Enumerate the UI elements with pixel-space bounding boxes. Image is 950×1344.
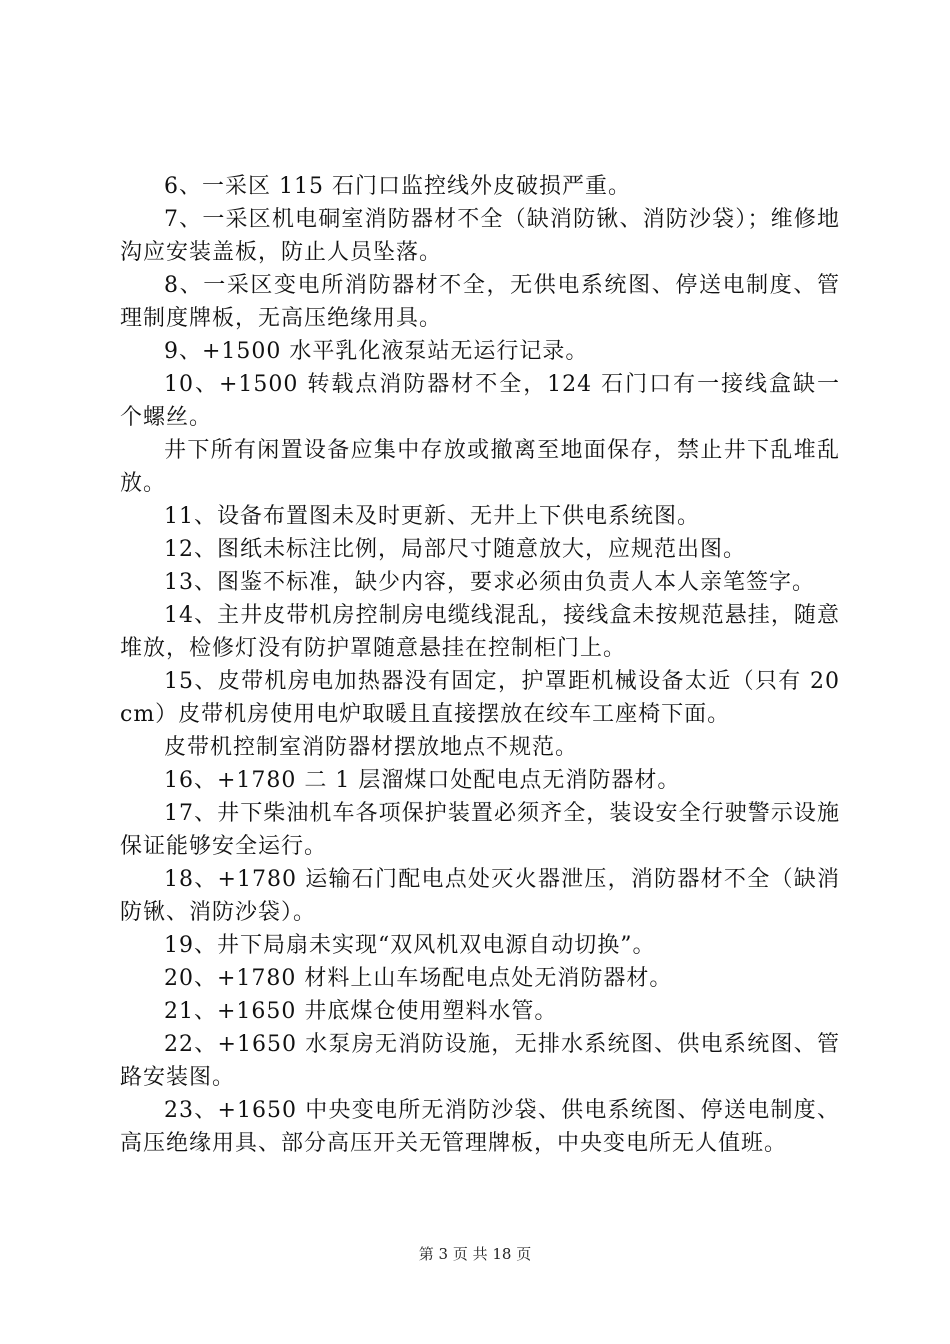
paragraph-item-18: 18、+1780 运输石门配电点处灭火器泄压，消防器材不全（缺消防锹、消防沙袋）。	[120, 867, 840, 925]
paragraph-item-20: 20、+1780 材料上山车场配电点处无消防器材。	[164, 966, 673, 991]
paragraph-item-21: 21、+1650 井底煤仓使用塑料水管。	[164, 999, 558, 1024]
paragraph-item-11: 11、设备布置图未及时更新、无井上下供电系统图。	[164, 504, 700, 529]
page-number-footer: 第 3 页 共 18 页	[418, 1245, 532, 1263]
paragraph-note-idle-equipment: 井下所有闲置设备应集中存放或撤离至地面保存，禁止井下乱堆乱放。	[120, 438, 840, 496]
paragraph-item-8: 8、一采区变电所消防器材不全，无供电系统图、停送电制度、管理制度牌板，无高压绝缘用具。	[120, 273, 840, 331]
paragraph-item-13: 13、图鉴不标准，缺少内容，要求必须由负责人本人亲笔签字。	[164, 570, 815, 595]
document-body	[120, 170, 840, 1160]
paragraph-item-14: 14、主井皮带机房控制房电缆线混乱，接线盒未按规范悬挂，随意堆放，检修灯没有防护罩随意悬挂在控制柜门上。	[120, 603, 840, 661]
paragraph-item-10: 10、+1500 转载点消防器材不全，124 石门口有一接线盒缺一个螺丝。	[120, 372, 840, 430]
paragraph-note-control-room: 皮带机控制室消防器材摆放地点不规范。	[164, 735, 579, 760]
paragraph-item-23: 23、+1650 中央变电所无消防沙袋、供电系统图、停送电制度、高压绝缘用具、部分高压开关无管理牌板，中央变电所无人值班。	[120, 1098, 840, 1156]
paragraph-item-16: 16、+1780 二 1 层溜煤口处配电点无消防器材。	[164, 768, 681, 793]
paragraph-item-12: 12、图纸未标注比例，局部尺寸随意放大，应规范出图。	[164, 537, 746, 562]
paragraph-item-19: 19、井下局扇未实现“双风机双电源自动切换”。	[164, 933, 656, 958]
paragraph-item-22: 22、+1650 水泵房无消防设施，无排水系统图、供电系统图、管路安装图。	[120, 1032, 840, 1090]
paragraph-item-15: 15、皮带机房电加热器没有固定，护罩距机械设备太近（只有 20cm）皮带机房使用电炉取暖且直接摆放在绞车工座椅下面。	[120, 669, 840, 727]
paragraph-item-9: 9、+1500 水平乳化液泵站无运行记录。	[164, 339, 589, 364]
paragraph-item-17: 17、井下柴油机车各项保护装置必须齐全，装设安全行驶警示设施保证能够安全运行。	[120, 801, 840, 859]
paragraph-item-6: 6、一采区 115 石门口监控线外皮破损严重。	[164, 174, 631, 199]
paragraph-item-7: 7、一采区机电硐室消防器材不全（缺消防锹、消防沙袋）；维修地沟应安装盖板，防止人员坠落。	[120, 207, 840, 265]
